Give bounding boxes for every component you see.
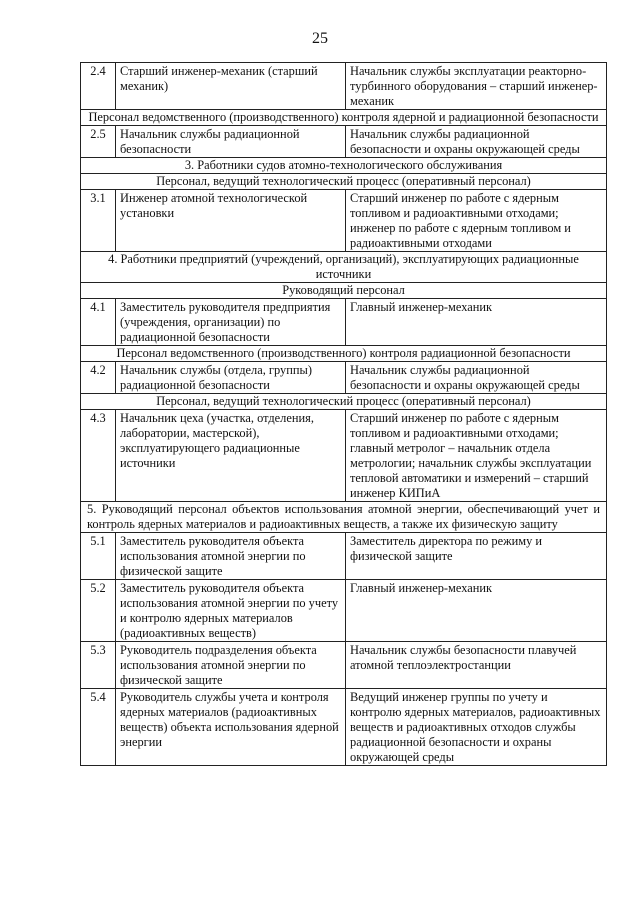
section-header-row [81, 158, 607, 174]
positions-table [80, 62, 607, 766]
table-row [81, 689, 607, 766]
table-row [81, 362, 607, 394]
equivalent-position: Главный инженер-механик [346, 299, 607, 346]
position-name: Руководитель службы учета и контроля ядерных материалов (радиоактивных веществ) объекта использования ядерной энергии [116, 689, 346, 766]
position-name: Старший инженер-механик (старший механик) [116, 63, 346, 110]
table-row [81, 533, 607, 580]
page-number: 25 [312, 30, 328, 47]
row-number: 4.1 [81, 299, 116, 346]
row-number: 3.1 [81, 190, 116, 252]
section-header-row [81, 394, 607, 410]
equivalent-position: Начальник службы безопасности плавучей атомной теплоэлектростанции [346, 642, 607, 689]
table-row [81, 410, 607, 502]
position-name: Заместитель руководителя объекта использования атомной энергии по физической защите [116, 533, 346, 580]
equivalent-position: Старший инженер по работе с ядерным топливом и радиоактивными отходами; главный метролог – начальник отдела метрологии; начальник службы эксплуатации тепловой автоматики и измерений – старший инженер КИПиА [346, 410, 607, 502]
position-name: Начальник цеха (участка, отделения, лаборатории, мастерской), эксплуатирующего радиационные источники [116, 410, 346, 502]
row-number: 5.1 [81, 533, 116, 580]
equivalent-position: Начальник службы радиационной безопасности и охраны окружающей среды [346, 126, 607, 158]
row-number: 2.4 [81, 63, 116, 110]
row-number: 2.5 [81, 126, 116, 158]
equivalent-position: Ведущий инженер группы по учету и контролю ядерных материалов, радиоактивных веществ и радиоактивных отходов службы радиационной безопасности и охраны окружающей среды [346, 689, 607, 766]
section-header: Руководящий персонал [81, 283, 607, 299]
row-number: 5.3 [81, 642, 116, 689]
row-number: 5.4 [81, 689, 116, 766]
section-header-row [81, 346, 607, 362]
table-row [81, 126, 607, 158]
position-name: Заместитель руководителя предприятия (учреждения, организации) по радиационной безопасности [116, 299, 346, 346]
table-row [81, 642, 607, 689]
table-row [81, 190, 607, 252]
section-header-row [81, 502, 607, 533]
row-number: 4.3 [81, 410, 116, 502]
position-name: Инженер атомной технологической установки [116, 190, 346, 252]
section-header: Персонал, ведущий технологический процесс (оперативный персонал) [81, 394, 607, 410]
position-name: Руководитель подразделения объекта использования атомной энергии по физической защите [116, 642, 346, 689]
position-name: Начальник службы (отдела, группы) радиационной безопасности [116, 362, 346, 394]
section-header: Персонал ведомственного (производственного) контроля радиационной безопасности [81, 346, 607, 362]
position-name: Заместитель руководителя объекта использования атомной энергии по учету и контролю ядерных материалов (радиоактивных веществ) [116, 580, 346, 642]
position-name: Начальник службы радиационной безопасности [116, 126, 346, 158]
section-header: Персонал ведомственного (производственного) контроля ядерной и радиационной безопасности [81, 110, 607, 126]
section-header-row [81, 252, 607, 283]
table-row [81, 299, 607, 346]
section-header-row [81, 174, 607, 190]
equivalent-position: Главный инженер-механик [346, 580, 607, 642]
section-header: 4. Работники предприятий (учреждений, организаций), эксплуатирующих радиационные источники [81, 252, 607, 283]
section-header: 5. Руководящий персонал объектов использования атомной энергии, обеспечивающий учет и контроль ядерных материалов и радиоактивных веществ, а также их физическую защиту [81, 502, 607, 533]
section-header-row [81, 283, 607, 299]
section-header-row [81, 110, 607, 126]
row-number: 5.2 [81, 580, 116, 642]
equivalent-position: Начальник службы радиационной безопасности и охраны окружающей среды [346, 362, 607, 394]
table-row [81, 580, 607, 642]
equivalent-position: Старший инженер по работе с ядерным топливом и радиоактивными отходами; инженер по работе с ядерным топливом и радиоактивными отходами [346, 190, 607, 252]
section-header: Персонал, ведущий технологический процесс (оперативный персонал) [81, 174, 607, 190]
table-row [81, 63, 607, 110]
row-number: 4.2 [81, 362, 116, 394]
equivalent-position: Начальник службы эксплуатации реакторно-турбинного оборудования – старший инженер-механик [346, 63, 607, 110]
equivalent-position: Заместитель директора по режиму и физической защите [346, 533, 607, 580]
section-header: 3. Работники судов атомно-технологического обслуживания [81, 158, 607, 174]
